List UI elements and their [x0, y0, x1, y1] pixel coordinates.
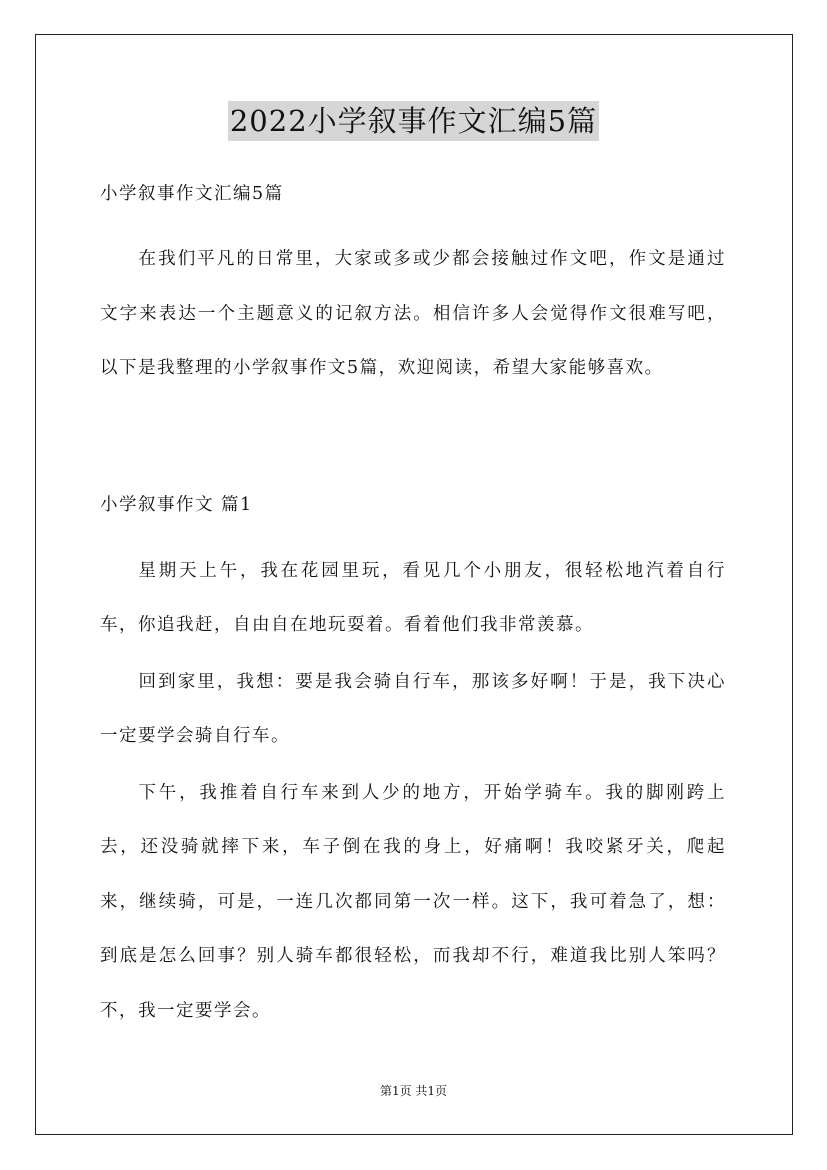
page-footer	[0, 1083, 827, 1099]
document-title-wrapper	[0, 101, 827, 141]
intro-paragraph: 在我们平凡的日常里，大家或多或少都会接触过作文吧，作文是通过文字来表达一个主题意义的记叙方法。相信许多人会觉得作文很难写吧，以下是我整理的小学叙事作文5篇，欢迎阅读，希望大家能够喜欢。	[100, 249, 726, 378]
body-paragraph-1: 星期天上午，我在花园里玩，看见几个小朋友，很轻松地汽着自行车，你追我赶，自由自在地玩耍着。看着他们我非常羡慕。	[100, 560, 726, 635]
document-title: 2022小学叙事作文汇编5篇	[228, 101, 599, 141]
page-number: 第1页 共1页	[379, 1084, 448, 1098]
body-paragraph-3: 下午，我推着自行车来到人少的地方，开始学骑车。我的脚刚跨上去，还没骑就摔下来，车子倒在我的身上，好痛啊！我咬紧牙关，爬起来，继续骑，可是，一连几次都同第一次一样。这下，我可着急了，想：到底是怎么回事？别人骑车都很轻松，而我却不行，难道我比别人笨吗？不，我一定要学会。	[100, 782, 726, 1021]
body-paragraph-2: 回到家里，我想：要是我会骑自行车，那该多好啊！于是，我下决心一定要学会骑自行车。	[100, 671, 726, 746]
document-subtitle: 小学叙事作文汇编5篇	[100, 184, 284, 204]
section-heading: 小学叙事作文 篇1	[100, 494, 253, 515]
document-body	[100, 176, 726, 1038]
